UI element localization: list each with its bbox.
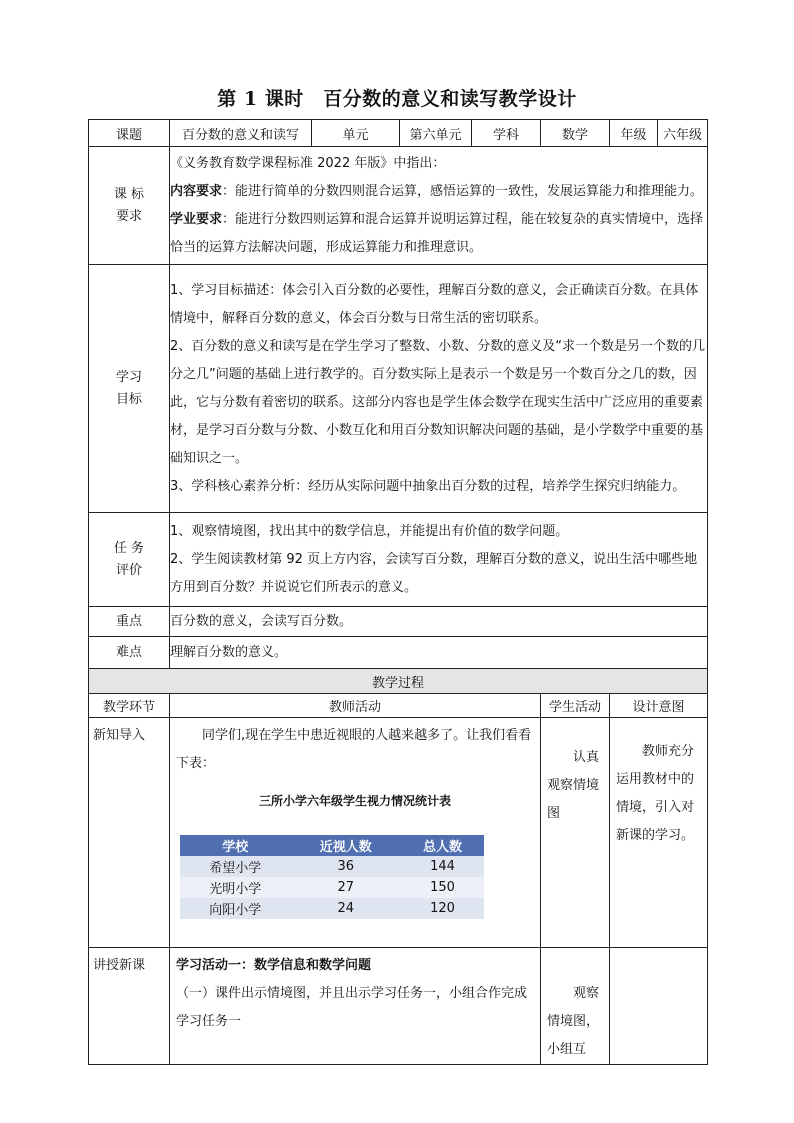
goal-2: 2、百分数的意义和读写是在学生学习了整数、小数、分数的意义及“求一个数是另一个数的几分之几”问题的基础上进行教学的。百分数实际上是表示一个数是另一个数百分之几的数，因此，它与分数有着密切的联系。这部分内容也是学生体会数学在现实生活中广泛应用的重要素材，是学习百分数与分数、小数互化和用百分数知识解决问题的基础，是小学数学中重要的基础知识之一。 [170, 338, 706, 466]
standards-content [170, 147, 708, 265]
difficulty-row [89, 637, 708, 669]
standards-label-line2: 要求 [115, 208, 142, 224]
process-header-row [89, 694, 708, 718]
unit-label: 单元 [312, 120, 400, 147]
tasks-row [89, 513, 708, 607]
process-title: 教学过程 [89, 669, 708, 694]
new-teacher [170, 948, 541, 1065]
stats-header-total: 总人数 [401, 835, 484, 856]
new-purpose [610, 948, 708, 1065]
topic-label: 课题 [89, 120, 170, 147]
stats-total: 144 [401, 856, 484, 877]
stats-school: 光明小学 [180, 877, 291, 898]
new-lesson-row [89, 948, 708, 1065]
stats-school: 向阳小学 [180, 898, 291, 919]
stats-row [180, 856, 484, 877]
stats-header-row [180, 835, 484, 856]
intro-purpose: 教师充分运用教材中的情境，引入对 新课的学习。 [610, 718, 708, 948]
academic-requirement-heading: 学业要求 [170, 211, 223, 227]
vision-stats-table [180, 835, 484, 919]
process-title-row [89, 669, 708, 694]
task-2: 2、学生阅读教材第 92 页上方内容，会读写百分数，理解百分数的意义，说出生活中哪些地方用到百分数？并说说它们所表示的意义。 [170, 551, 698, 595]
standards-intro: 《义务教育数学课程标准 2022 年版》中指出： [170, 155, 446, 171]
academic-requirement-text: ：能进行分数四则运算和混合运算并说明运算过程，能在较复杂的真实情境中，选择恰当的运算方法解决问题，形成运算能力和推理意识。 [170, 211, 704, 255]
intro-teacher-text: 同学们,现在学生中患近视眼的人越来越多了。让我们看看下表： [176, 728, 532, 771]
header-teacher: 教师活动 [170, 694, 541, 718]
goals-label-line2: 目标 [115, 391, 142, 407]
stats-total: 120 [401, 898, 484, 919]
stats-myopia: 36 [291, 856, 402, 877]
new-stage: 讲授新课 [89, 948, 170, 1065]
stats-total: 150 [401, 877, 484, 898]
unit-value: 第六单元 [400, 120, 472, 147]
standards-label-line1: 课 标 [113, 186, 145, 202]
content-requirement-heading: 内容要求 [170, 183, 223, 199]
content-requirement-text: ：能进行简单的分数四则混合运算，感悟运算的一致性，发展运算能力和推理能力。 [222, 183, 704, 199]
goals-row [89, 265, 708, 513]
intro-row [89, 718, 708, 948]
goals-label [89, 265, 170, 513]
new-teacher-text: （一）课件出示情境图，并且出示学习任务一，小组合作完成学习任务一 [176, 986, 528, 1029]
intro-stage: 新知导入 [89, 718, 170, 948]
subject-value: 数学 [541, 120, 610, 147]
header-stage: 教学环节 [89, 694, 170, 718]
academic-requirement [170, 206, 707, 262]
goals-content [170, 265, 708, 513]
lesson-plan-table [88, 119, 708, 1065]
header-student: 学生活动 [541, 694, 610, 718]
standards-label [89, 147, 170, 265]
key-point-label: 重点 [89, 607, 170, 637]
stats-row [180, 877, 484, 898]
subject-label: 学科 [472, 120, 541, 147]
stats-header-myopia: 近视人数 [291, 835, 402, 856]
key-point-text: 百分数的意义，会读写百分数。 [170, 607, 708, 637]
info-row [89, 120, 708, 147]
activity-title: 学习活动一：数学信息和数学问题 [176, 958, 372, 973]
tasks-label [89, 513, 170, 607]
standards-row [89, 147, 708, 265]
difficulty-label: 难点 [89, 637, 170, 669]
intro-teacher [170, 718, 541, 948]
header-purpose: 设计意图 [610, 694, 708, 718]
page-title: 第 1 课时 百分数的意义和读写教学设计 [217, 88, 577, 110]
key-point-row [89, 607, 708, 637]
stats-myopia: 24 [291, 898, 402, 919]
tasks-label-line2: 评价 [115, 562, 142, 578]
difficulty-text: 理解百分数的意义。 [170, 637, 708, 669]
stats-table-title: 三所小学六年级学生视力情况统计表 [258, 794, 451, 808]
tasks-content [170, 513, 708, 607]
tasks-label-line1: 任 务 [113, 540, 145, 556]
stats-header-school: 学校 [180, 835, 291, 856]
goals-label-line1: 学习 [115, 369, 142, 385]
stats-row [180, 898, 484, 919]
stats-myopia: 27 [291, 877, 402, 898]
grade-label: 年级 [610, 120, 658, 147]
stats-school: 希望小学 [180, 856, 291, 877]
new-student: 观察情境图，小组互 [541, 948, 610, 1065]
intro-student: 认真观察情境图 [541, 718, 610, 948]
goal-1: 1、学习目标描述：体会引入百分数的必要性，理解百分数的意义，会正确读百分数。在具体情境中，解释百分数的意义，体会百分数与日常生活的密切联系。 [170, 282, 699, 326]
grade-value: 六年级 [658, 120, 708, 147]
content-requirement [170, 178, 707, 206]
task-1: 1、观察情境图，找出其中的数学信息，并能提出有价值的数学问题。 [170, 523, 569, 539]
topic-value: 百分数的意义和读写 [170, 120, 312, 147]
goal-3: 3、学科核心素养分析：经历从实际问题中抽象出百分数的过程，培养学生探究归纳能力。 [170, 478, 686, 494]
